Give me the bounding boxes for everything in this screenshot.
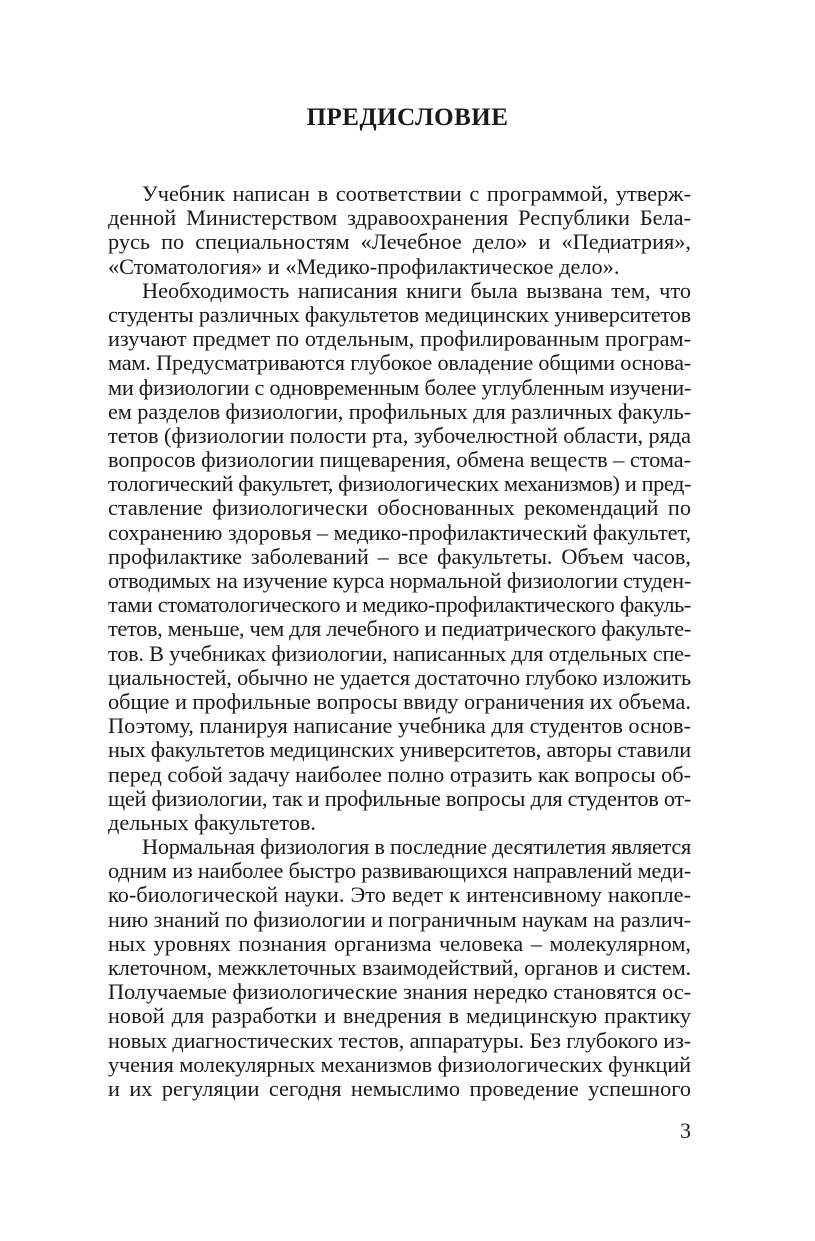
text-line: отводимых на изучение курса нормальной физиологии студен- [108,568,691,593]
text-line: тологический факультет, физиологических механизмов) и пред- [108,471,691,497]
page-number: 3 [680,1118,691,1143]
text-line: изучают предмет по отдельным, профилированным програм- [108,326,691,352]
text-line: мам. Предусматриваются глубокое овладение общими основа- [108,350,691,376]
text-line: одним из наиболее быстро развивающихся направлений меди- [108,858,691,884]
text-line: циальностей, обычно не удается достаточно глубоко изложить [108,664,691,690]
text-line: ко-биологической науки. Это ведет к интенсивному накопле- [108,882,691,908]
text-line: Получаемые физиологические знания нередко становятся ос- [108,979,691,1005]
text-line: ем разделов физиологии, профильных для различных факуль- [108,398,691,424]
text-line: перед собой задачу наиболее полно отразить как вопросы об- [108,761,691,787]
text-line: клеточном, межклеточных взаимодействий, органов и систем. [108,955,691,980]
text-line: учения молекулярных механизмов физиологических функций [108,1051,691,1077]
text-line: тов. В учебниках физиологии, написанных для отдельных спе- [108,640,691,666]
text-line: щей физиологии, так и профильные вопросы для студентов от- [108,785,691,811]
text-line: денной Министерством здравоохранения Республики Бела- [108,205,691,231]
text-line: тетов (физиологии полости рта, зубочелюстной области, ряда [108,422,691,448]
text-line: Учебник написан в соответствии с программой, утверж- [142,181,691,206]
text-line: и их регуляции сегодня немыслимо проведение успешного [108,1075,691,1101]
text-line: русь по специальностям «Лечебное дело» и «Педиатрия», [108,229,691,255]
text-line: «Стоматология» и «Медико-профилактическое дело». [108,253,620,279]
text-line: вопросов физиологии пищеварения, обмена веществ – стома- [108,447,691,473]
text-line: новой для разработки и внедрения в медицинскую практику [108,1003,691,1029]
text-line: нию знаний по физиологии и пограничным наукам на различ- [108,906,691,932]
text-line: Поэтому, планируя написание учебника для студентов основ- [108,713,691,739]
text-line: ставление физиологически обоснованных рекомендаций по [108,495,691,521]
text-line: студенты различных факультетов медицинских университетов [108,301,691,327]
text-line: общие и профильные вопросы ввиду ограничения их объема. [108,688,691,714]
text-line: новых диагностических тестов, аппаратуры. Без глубокого из- [108,1027,691,1053]
text-line: ми физиологии с одновременным более углубленным изучени- [108,374,691,400]
page-title: ПРЕДИСЛОВИЕ [306,104,509,131]
body-text [108,182,691,1101]
text-line: дельных факультетов. [108,809,316,835]
text-line: сохранению здоровья – медико-профилактический факультет, [108,519,691,545]
text-line: профилактике заболеваний – все факультеты. Объем часов, [108,543,691,569]
text-line: Необходимость написания книги была вызвана тем, что [142,277,691,303]
text-line: ных уровнях познания организма человека – молекулярном, [108,930,691,956]
text-line: тами стоматологического и медико-профилактического факуль- [108,592,691,618]
text-line: ных факультетов медицинских университетов, авторы ставили [108,737,691,763]
text-line: тетов, меньше, чем для лечебного и педиатрического факульте- [108,616,691,642]
text-line: Нормальная физиология в последние десятилетия является [142,834,691,860]
